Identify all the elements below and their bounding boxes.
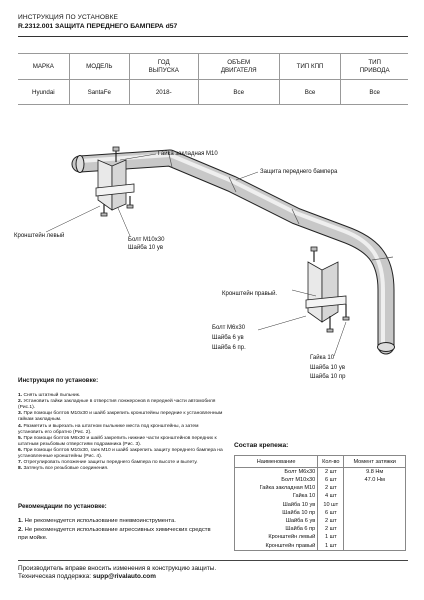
instruction-step: 1. Снять штатный пыльник.: [18, 393, 81, 399]
spec-header-cell: ГОД ВЫПУСКА: [129, 54, 198, 80]
spec-header-cell: ТИП ПРИВОДА: [341, 54, 408, 80]
instruction-step: 3. При помощи болтов М10х30 и шайб закрепить кронштейны передние к установленным гайкам закладным.: [18, 411, 223, 423]
label-washer-6pr: Шайба 6 пр.: [212, 345, 246, 351]
spec-header-cell: ТИП КПП: [279, 54, 341, 80]
spec-header-cell: ОБЪЕМ ДВИГАТЕЛЯ: [198, 54, 279, 80]
document-footer: [18, 560, 408, 581]
label-nut-m10: Гайка закладная М10: [158, 151, 218, 157]
table-row: Кронштейн правый 1 шт: [235, 542, 406, 551]
table-row: Болт М6х30 2 шт 9.8 Нм: [235, 468, 406, 477]
product-title: R.2312.001 ЗАЩИТА ПЕРЕДНЕГО БАМПЕРА d57: [18, 23, 178, 30]
spec-year: 2018-: [129, 80, 198, 105]
table-row: Болт М10х30 6 шт 47.0 Нм: [235, 476, 406, 484]
label-washer-6uv: Шайба 6 ув: [212, 335, 244, 341]
recommendation-item: 1. Не рекомендуется использование пневмоинструмента.: [18, 518, 176, 525]
table-row: Гайка 10 4 шт: [235, 492, 406, 500]
label-bracket-right: Кронштейн правый.: [222, 291, 278, 297]
vehicle-spec-table: [18, 53, 408, 105]
table-row: Шайба 10 ув 10 шт: [235, 501, 406, 509]
support-label: Техническая поддержка:: [18, 572, 92, 580]
label-bolt-m6: Болт М6х30: [212, 325, 246, 331]
spec-header-cell: МОДЕЛЬ: [69, 54, 129, 80]
support-line: [18, 573, 408, 581]
table-row: Шайба 6 пр 2 шт: [235, 525, 406, 533]
instruction-step: 6. При помощи болтов М10х30, гаек М10 и шайб закрепить защиту переднего бампера на установленные кронштейны (Рис. 4).: [18, 447, 223, 460]
spec-gearbox: Все: [279, 80, 341, 105]
instruction-step: 2. Установить гайки закладные в отверстия лонжеронов в передней части автомобиля (Рис.1).: [18, 399, 216, 411]
label-bolt-m10: Болт М10х30: [128, 237, 165, 243]
label-guard: Защита переднего бампера: [260, 169, 338, 175]
doc-type-title: ИНСТРУКЦИЯ ПО УСТАНОВКЕ: [18, 14, 119, 21]
instruction-step: 8. Затянуть все резьбовые соединения.: [18, 466, 109, 472]
label-washer-10pr: Шайба 10 пр: [310, 374, 346, 380]
spec-header-cell: МАРКА: [18, 54, 69, 80]
label-bracket-left: Кронштейн левый: [14, 233, 65, 239]
label-washer-10uv: Шайба 10 ув: [310, 365, 346, 371]
support-email-link[interactable]: supp@rivalauto.com: [92, 572, 156, 580]
table-row: Шайба 10 пр 6 шт: [235, 509, 406, 517]
instruction-step: 5. При помощи болтов М6х30 и шайб закрепить нижние части кронштейнов передних к штатным резьбовым отверстиям подрамника (Рис. 3).: [18, 435, 217, 447]
spec-drive: Все: [341, 80, 408, 105]
recommendations-title: Рекомендации по установке:: [18, 503, 107, 510]
instructions-title: Инструкция по установке:: [18, 377, 99, 384]
table-row: Кронштейн левый 1 шт: [235, 533, 406, 541]
right-bracket: [306, 247, 349, 332]
footer-note: Производитель вправе вносить изменения в конструкцию защиты.: [18, 564, 217, 572]
kit-header-cell: Момент затяжки: [344, 456, 406, 468]
installation-recommendations: [18, 503, 218, 544]
table-row: Гайка закладная М10 2 шт: [235, 484, 406, 492]
table-row: Шайба 6 ув 2 шт: [235, 517, 406, 525]
instruction-step: 4. Разметить и вырезать на штатном пыльнике места под кронштейны, а затем установить его обратно (Рис. 2).: [18, 423, 199, 435]
spec-data-row: [18, 80, 408, 105]
label-washer-10: Шайба 10 ув: [128, 245, 164, 251]
instruction-step: 7. Отрегулировать положение защиты переднего бампера по высоте и вылету.: [18, 460, 198, 466]
spec-engine: Все: [198, 80, 279, 105]
kit-header-row: [235, 456, 406, 468]
footer-divider: [18, 560, 408, 561]
document-header: [18, 14, 408, 30]
kit-header-cell: Наименование: [235, 456, 318, 468]
spec-model: SantaFe: [69, 80, 129, 105]
label-nut-10: Гайка 10: [310, 355, 335, 361]
recommendation-item: 2. Не рекомендуется использование агрессивных химических средств при мойке.: [18, 527, 211, 541]
leader-lines: [46, 154, 346, 356]
spec-make: Hyundai: [18, 80, 69, 105]
fastener-kit-table: [234, 455, 406, 551]
spec-header-row: [18, 54, 408, 80]
kit-title: Состав крепежа:: [234, 442, 289, 449]
header-divider: [18, 36, 408, 37]
installation-instructions: [18, 378, 223, 472]
kit-header-cell: Кол-во: [318, 456, 344, 468]
